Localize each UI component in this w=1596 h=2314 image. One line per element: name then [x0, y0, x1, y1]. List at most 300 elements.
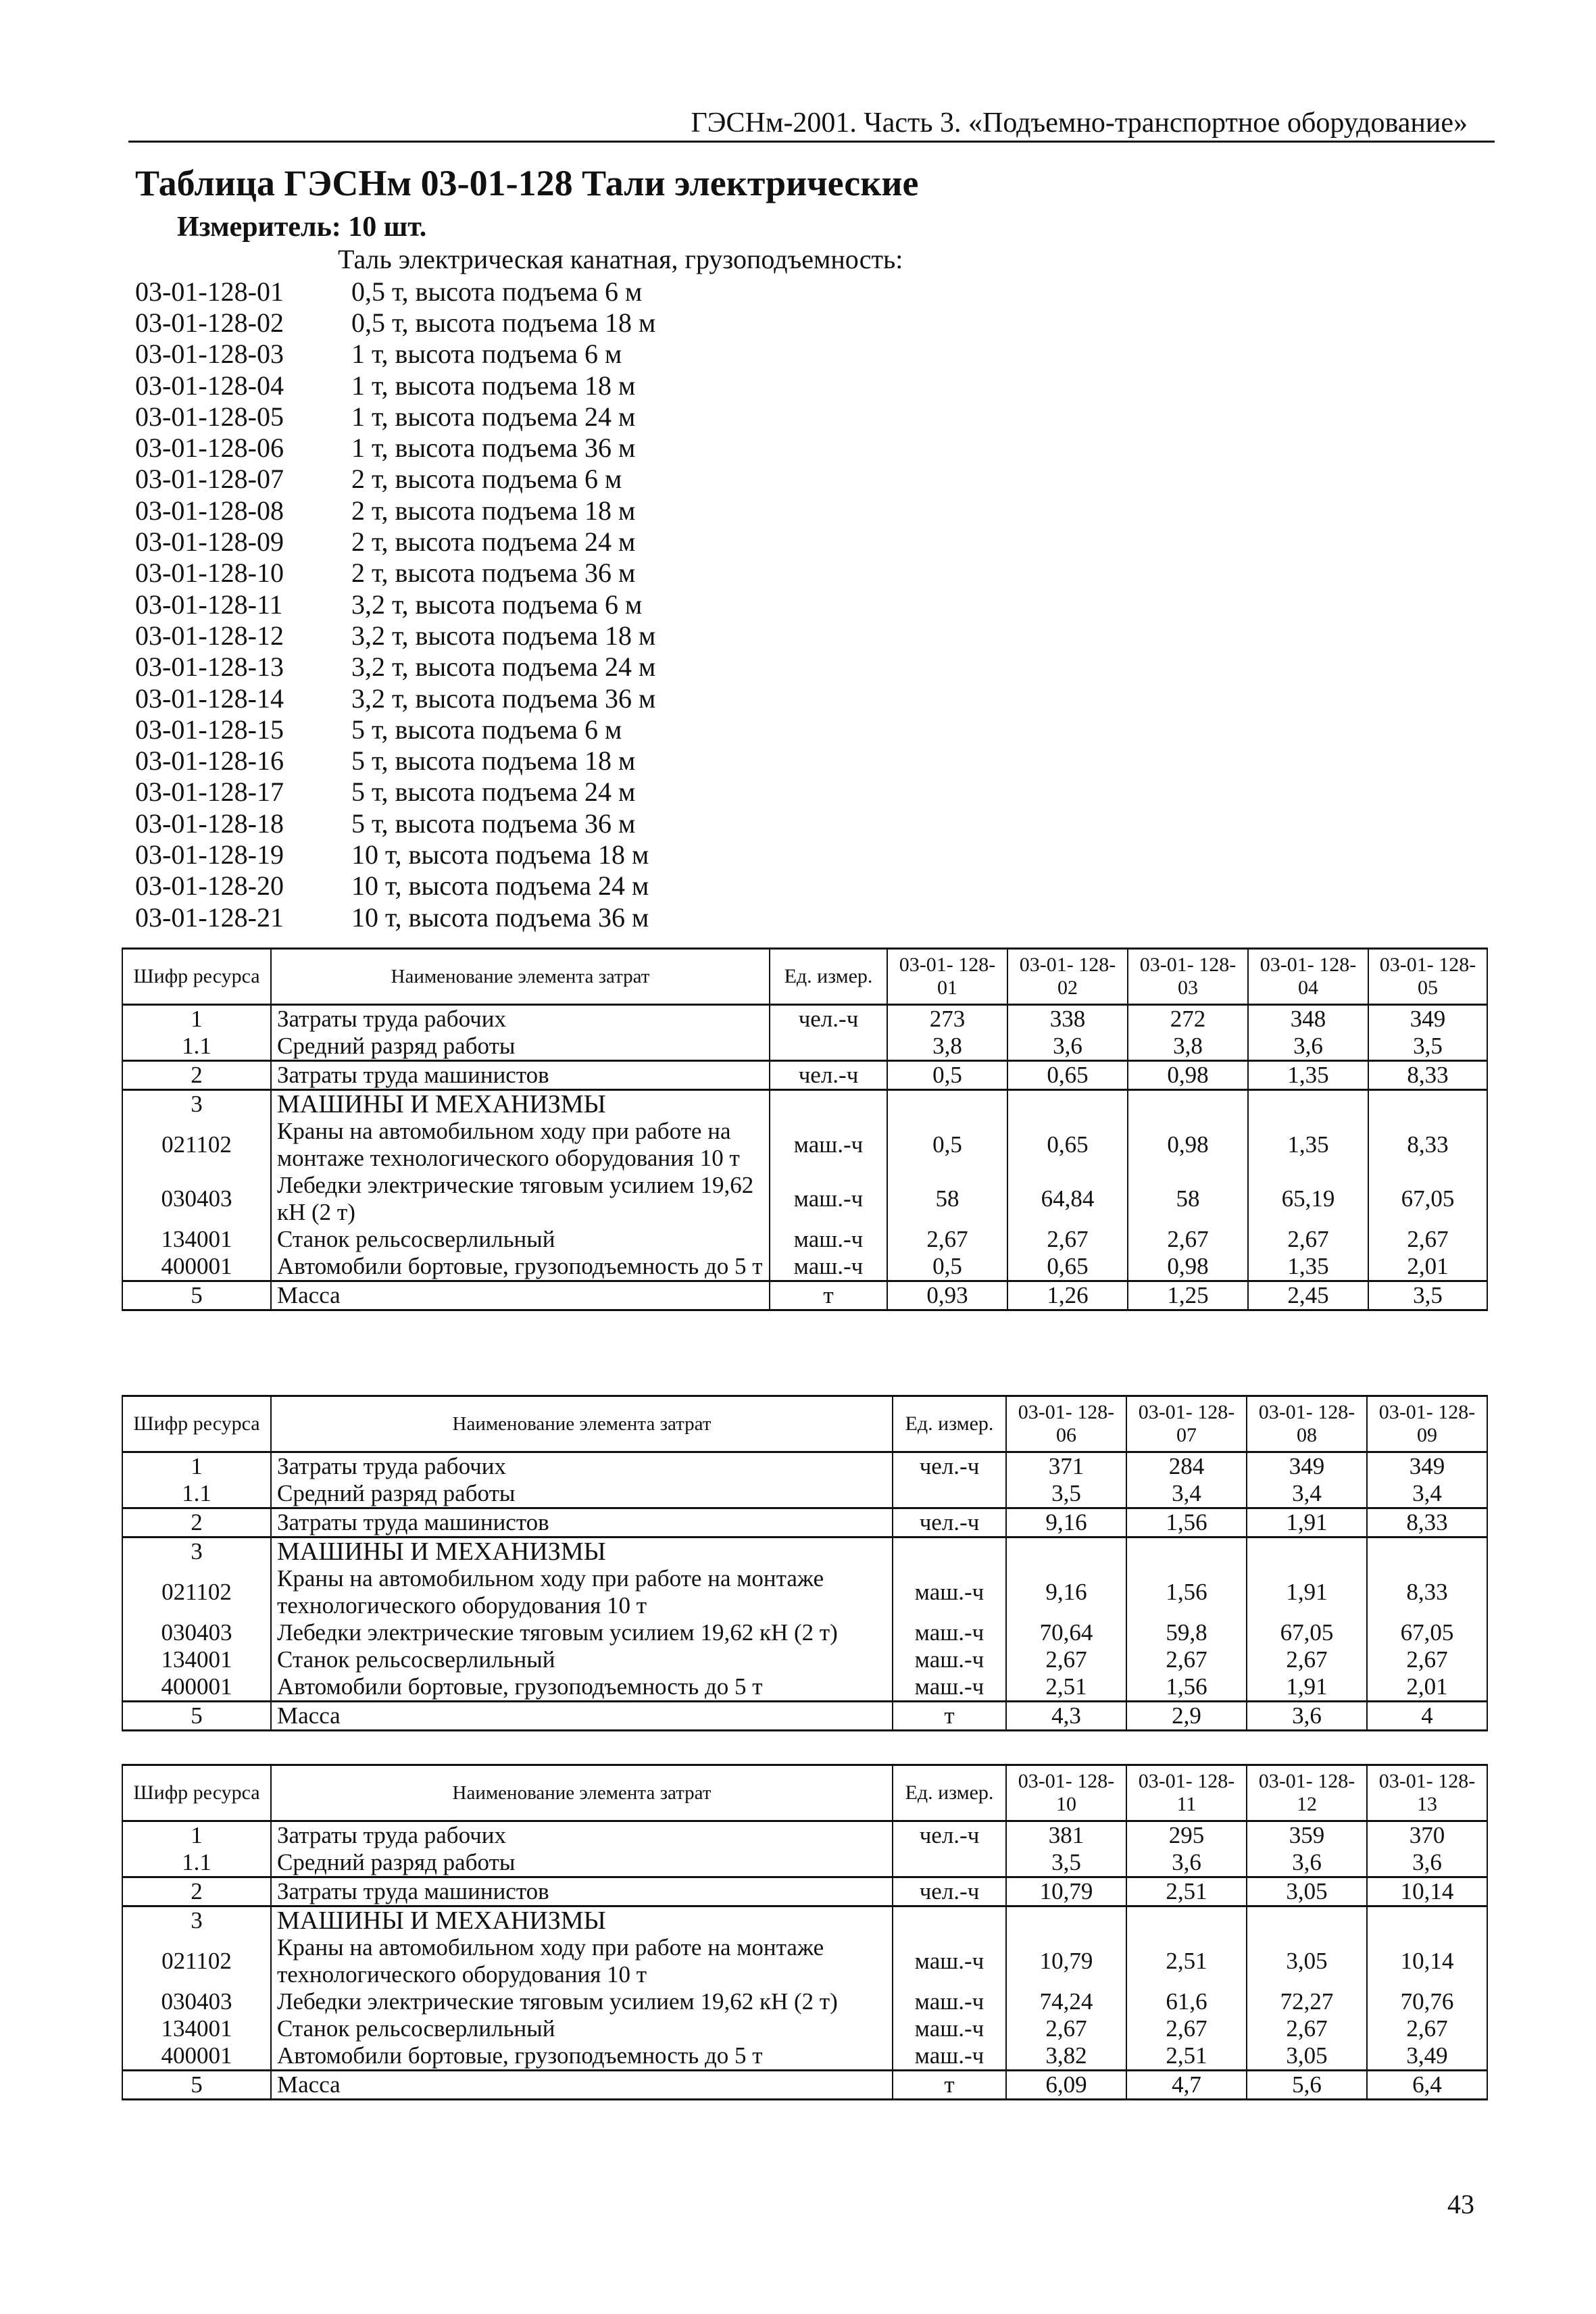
- table-row: [122, 1118, 1487, 1172]
- resource-value: 2,01: [1367, 1673, 1487, 1702]
- resource-value: 2,67: [1128, 1226, 1248, 1253]
- resource-code: 030403: [122, 1619, 271, 1646]
- item-code: 03-01-128-18: [135, 808, 284, 839]
- resource-value: 10,14: [1367, 1877, 1487, 1906]
- item-description: 2 т, высота подъема 6 м: [351, 464, 622, 495]
- list-item: [135, 651, 655, 683]
- resource-value: 58: [1128, 1172, 1248, 1226]
- list-item: [135, 839, 655, 870]
- resource-value: 3,4: [1126, 1480, 1247, 1508]
- resource-value: 2,67: [1007, 1226, 1128, 1253]
- item-description: 5 т, высота подъема 6 м: [351, 714, 622, 745]
- resource-value: 59,8: [1126, 1619, 1247, 1646]
- item-code: 03-01-128-05: [135, 401, 284, 432]
- items-intro: Таль электрическая канатная, грузоподъемность:: [338, 244, 903, 274]
- table-row: [122, 1005, 1487, 1033]
- resource-name: Краны на автомобильном ходу при работе на монтаже технологического оборудования 10 т: [271, 1565, 893, 1619]
- resource-unit: т: [893, 1702, 1006, 1731]
- resource-name: Затраты труда машинистов: [271, 1508, 893, 1537]
- resource-name: Средний разряд работы: [271, 1033, 770, 1061]
- resource-value: 349: [1247, 1452, 1367, 1481]
- table-row: [122, 1619, 1487, 1646]
- item-code: 03-01-128-16: [135, 745, 284, 777]
- resource-code: 3: [122, 1537, 271, 1566]
- resource-table-1: [122, 947, 1488, 1311]
- resource-name: Затраты труда машинистов: [271, 1877, 893, 1906]
- resource-code: 5: [122, 1702, 271, 1731]
- resource-unit: [893, 1537, 1006, 1566]
- resource-code: 1: [122, 1005, 271, 1033]
- header-rate-code: 03-01- 128-04: [1248, 949, 1368, 1005]
- resource-code: 1.1: [122, 1480, 271, 1508]
- table-row: [122, 1646, 1487, 1673]
- resource-unit: маш.-ч: [893, 1619, 1006, 1646]
- header-unit: Ед. измер.: [770, 949, 887, 1005]
- resource-name: Лебедки электрические тяговым усилием 19,62 кН (2 т): [271, 1172, 770, 1226]
- table-row: [122, 1033, 1487, 1061]
- table-row: [122, 1172, 1487, 1226]
- resource-value: 3,5: [1368, 1281, 1487, 1310]
- resource-unit: [893, 1480, 1006, 1508]
- resource-value: 8,33: [1367, 1508, 1487, 1537]
- item-code: 03-01-128-14: [135, 683, 284, 714]
- list-item: [135, 808, 655, 839]
- resource-value: 3,5: [1006, 1849, 1126, 1877]
- resource-code: 1.1: [122, 1849, 271, 1877]
- resource-value: 3,6: [1126, 1849, 1247, 1877]
- resource-code: 400001: [122, 1253, 271, 1281]
- resource-unit: чел.-ч: [893, 1877, 1006, 1906]
- resource-value: 10,79: [1006, 1877, 1126, 1906]
- resource-value: 0,93: [887, 1281, 1007, 1310]
- list-item: [135, 870, 655, 902]
- list-item: [135, 683, 655, 714]
- item-description: 1 т, высота подъема 36 м: [351, 433, 636, 464]
- resource-code: 5: [122, 1281, 271, 1310]
- resource-value: 2,67: [1248, 1226, 1368, 1253]
- resource-value: 2,67: [1247, 1646, 1367, 1673]
- resource-name: Затраты труда машинистов: [271, 1061, 770, 1090]
- resource-unit: чел.-ч: [893, 1821, 1006, 1850]
- resource-value: 3,05: [1247, 1934, 1367, 1988]
- header-rate-code: 03-01- 128-05: [1368, 949, 1487, 1005]
- resource-value: 370: [1367, 1821, 1487, 1850]
- resource-unit: т: [770, 1281, 887, 1310]
- item-code: 03-01-128-04: [135, 370, 284, 401]
- resource-table-3: [122, 1764, 1488, 2100]
- resource-value: 4,3: [1006, 1702, 1126, 1731]
- resource-unit: маш.-ч: [893, 1934, 1006, 1988]
- resource-value: 2,67: [1368, 1226, 1487, 1253]
- resource-name: Краны на автомобильном ходу при работе на монтаже технологического оборудования 10 т: [271, 1118, 770, 1172]
- header-name: Наименование элемента затрат: [271, 1396, 893, 1452]
- resource-value: 3,6: [1367, 1849, 1487, 1877]
- item-description: 1 т, высота подъема 24 м: [351, 401, 636, 432]
- list-item: [135, 589, 655, 620]
- item-code: 03-01-128-15: [135, 714, 284, 745]
- resource-code: 134001: [122, 1226, 271, 1253]
- resource-value: 3,49: [1367, 2042, 1487, 2071]
- running-header: ГЭСНм-2001. Часть 3. «Подъемно-транспортное оборудование»: [691, 107, 1468, 139]
- table-row: [122, 1226, 1487, 1253]
- table-row: [122, 1877, 1487, 1906]
- header-rate-code: 03-01- 128-01: [887, 949, 1007, 1005]
- resource-value: 2,51: [1126, 1934, 1247, 1988]
- resource-value: 2,67: [1006, 2015, 1126, 2042]
- header-rate-code: 03-01- 128-02: [1007, 949, 1128, 1005]
- resource-name: Масса: [271, 2071, 893, 2100]
- item-description: 2 т, высота подъема 24 м: [351, 526, 636, 558]
- resource-unit: [893, 1906, 1006, 1935]
- resource-value: 295: [1126, 1821, 1247, 1850]
- header-rate-code: 03-01- 128-09: [1367, 1396, 1487, 1452]
- item-code: 03-01-128-07: [135, 464, 284, 495]
- resource-value: 3,8: [1128, 1033, 1248, 1061]
- resource-value: 2,9: [1126, 1702, 1247, 1731]
- resource-value: 2,67: [1367, 2015, 1487, 2042]
- resource-name: Масса: [271, 1702, 893, 1731]
- item-code: 03-01-128-09: [135, 526, 284, 558]
- resource-code: 5: [122, 2071, 271, 2100]
- item-code: 03-01-128-11: [135, 589, 283, 620]
- table-header-row: [122, 1765, 1487, 1821]
- resource-unit: чел.-ч: [770, 1061, 887, 1090]
- table-header-row: [122, 1396, 1487, 1452]
- header-name: Наименование элемента затрат: [271, 1765, 893, 1821]
- item-code: 03-01-128-12: [135, 620, 284, 651]
- item-code: 03-01-128-02: [135, 307, 284, 338]
- header-unit: Ед. измер.: [893, 1396, 1006, 1452]
- resource-value: 371: [1006, 1452, 1126, 1481]
- resource-unit: маш.-ч: [893, 1565, 1006, 1619]
- table-row: [122, 1537, 1487, 1566]
- resource-unit: чел.-ч: [893, 1508, 1006, 1537]
- resource-name: Станок рельсосверлильный: [271, 2015, 893, 2042]
- resource-unit: [893, 1849, 1006, 1877]
- resource-value: 3,6: [1007, 1033, 1128, 1061]
- item-code: 03-01-128-17: [135, 777, 284, 808]
- table-row: [122, 1702, 1487, 1731]
- resource-value: [1247, 1906, 1367, 1935]
- resource-value: 4,7: [1126, 2071, 1247, 2100]
- item-description: 10 т, высота подъема 24 м: [351, 870, 649, 902]
- header-rate-code: 03-01- 128-03: [1128, 949, 1248, 1005]
- resource-value: 2,45: [1248, 1281, 1368, 1310]
- resource-code: 2: [122, 1508, 271, 1537]
- resource-code: 134001: [122, 1646, 271, 1673]
- resource-name: Средний разряд работы: [271, 1849, 893, 1877]
- item-code: 03-01-128-01: [135, 276, 284, 307]
- resource-name: Автомобили бортовые, грузоподъемность до 5 т: [271, 1673, 893, 1702]
- resource-value: 2,67: [887, 1226, 1007, 1253]
- resource-unit: маш.-ч: [770, 1226, 887, 1253]
- list-item: [135, 370, 655, 401]
- resource-unit: т: [893, 2071, 1006, 2100]
- item-code: 03-01-128-19: [135, 839, 284, 870]
- resource-value: 2,67: [1126, 1646, 1247, 1673]
- resource-value: 1,91: [1247, 1565, 1367, 1619]
- resource-value: 0,65: [1007, 1061, 1128, 1090]
- resource-code: 030403: [122, 1172, 271, 1226]
- table-row: [122, 1452, 1487, 1481]
- table-row: [122, 1906, 1487, 1935]
- header-rate-code: 03-01- 128-13: [1367, 1765, 1487, 1821]
- resource-value: 1,25: [1128, 1281, 1248, 1310]
- resource-value: [1367, 1906, 1487, 1935]
- header-name: Наименование элемента затрат: [271, 949, 770, 1005]
- resource-value: [1006, 1537, 1126, 1566]
- resource-value: 3,6: [1247, 1849, 1367, 1877]
- resource-value: 3,6: [1248, 1033, 1368, 1061]
- item-description: 3,2 т, высота подъема 6 м: [351, 589, 643, 620]
- resource-value: 1,91: [1247, 1508, 1367, 1537]
- resource-value: 0,98: [1128, 1118, 1248, 1172]
- resource-value: 2,51: [1006, 1673, 1126, 1702]
- resource-value: 0,98: [1128, 1253, 1248, 1281]
- resource-value: 2,67: [1247, 2015, 1367, 2042]
- resource-value: 3,5: [1368, 1033, 1487, 1061]
- table-row: [122, 1673, 1487, 1702]
- resource-value: 381: [1006, 1821, 1126, 1850]
- resource-value: 0,5: [887, 1253, 1007, 1281]
- resource-unit: маш.-ч: [893, 1673, 1006, 1702]
- table-row: [122, 1988, 1487, 2015]
- resource-value: [1247, 1537, 1367, 1566]
- resource-name: Затраты труда рабочих: [271, 1005, 770, 1033]
- resource-name: Затраты труда рабочих: [271, 1452, 893, 1481]
- resource-unit: маш.-ч: [770, 1172, 887, 1226]
- resource-name: Краны на автомобильном ходу при работе на монтаже технологического оборудования 10 т: [271, 1934, 893, 1988]
- item-description: 10 т, высота подъема 18 м: [351, 839, 649, 870]
- resource-value: 2,67: [1006, 1646, 1126, 1673]
- list-item: [135, 745, 655, 776]
- header-rate-code: 03-01- 128-06: [1006, 1396, 1126, 1452]
- header-code: Шифр ресурса: [122, 1396, 271, 1452]
- resource-name: Лебедки электрические тяговым усилием 19,62 кН (2 т): [271, 1619, 893, 1646]
- resource-value: 9,16: [1006, 1565, 1126, 1619]
- item-description: 0,5 т, высота подъема 18 м: [351, 307, 656, 338]
- resource-code: 1: [122, 1821, 271, 1850]
- resource-name: Масса: [271, 1281, 770, 1310]
- resource-value: 4: [1367, 1702, 1487, 1731]
- resource-value: 3,05: [1247, 1877, 1367, 1906]
- resource-value: 1,91: [1247, 1673, 1367, 1702]
- header-code: Шифр ресурса: [122, 949, 271, 1005]
- resource-value: 3,8: [887, 1033, 1007, 1061]
- resource-code: 2: [122, 1877, 271, 1906]
- item-description: 2 т, высота подъема 18 м: [351, 495, 636, 526]
- resource-name: Средний разряд работы: [271, 1480, 893, 1508]
- header-code: Шифр ресурса: [122, 1765, 271, 1821]
- resource-code: 400001: [122, 1673, 271, 1702]
- table-row: [122, 2042, 1487, 2071]
- resource-value: [1007, 1090, 1128, 1118]
- resource-code: 1.1: [122, 1033, 271, 1061]
- resource-code: 021102: [122, 1934, 271, 1988]
- item-list: [135, 276, 655, 933]
- item-description: 3,2 т, высота подъема 18 м: [351, 620, 656, 651]
- resource-value: 0,65: [1007, 1118, 1128, 1172]
- resource-table-2: [122, 1395, 1488, 1731]
- table-row: [122, 1253, 1487, 1281]
- table-title: Таблица ГЭСНм 03-01-128 Тали электрические: [135, 163, 919, 203]
- list-item: [135, 558, 655, 589]
- resource-value: 61,6: [1126, 1988, 1247, 2015]
- resource-unit: маш.-ч: [893, 1988, 1006, 2015]
- resource-value: 70,64: [1006, 1619, 1126, 1646]
- table-row: [122, 1508, 1487, 1537]
- resource-value: 74,24: [1006, 1988, 1126, 2015]
- resource-value: 1,56: [1126, 1673, 1247, 1702]
- table-row: [122, 2071, 1487, 2100]
- resource-value: 8,33: [1368, 1118, 1487, 1172]
- resource-code: 3: [122, 1090, 271, 1118]
- item-code: 03-01-128-21: [135, 902, 284, 933]
- resource-value: 2,01: [1368, 1253, 1487, 1281]
- resource-value: [1248, 1090, 1368, 1118]
- item-code: 03-01-128-13: [135, 651, 284, 683]
- resource-name: Станок рельсосверлильный: [271, 1646, 893, 1673]
- item-description: 5 т, высота подъема 36 м: [351, 808, 636, 839]
- resource-value: 0,65: [1007, 1253, 1128, 1281]
- resource-unit: [770, 1033, 887, 1061]
- resource-value: 65,19: [1248, 1172, 1368, 1226]
- resource-value: 348: [1248, 1005, 1368, 1033]
- resource-name: Станок рельсосверлильный: [271, 1226, 770, 1253]
- resource-value: 284: [1126, 1452, 1247, 1481]
- table-header-row: [122, 949, 1487, 1005]
- resource-value: 0,98: [1128, 1061, 1248, 1090]
- resource-value: 3,5: [1006, 1480, 1126, 1508]
- item-description: 5 т, высота подъема 18 м: [351, 745, 636, 777]
- resource-value: 67,05: [1367, 1619, 1487, 1646]
- resource-value: [1006, 1906, 1126, 1935]
- resource-value: 67,05: [1368, 1172, 1487, 1226]
- item-description: 3,2 т, высота подъема 24 м: [351, 651, 656, 683]
- resource-code: 021102: [122, 1565, 271, 1619]
- item-description: 2 т, высота подъема 36 м: [351, 558, 636, 589]
- table-row: [122, 1821, 1487, 1850]
- resource-value: 3,82: [1006, 2042, 1126, 2071]
- resource-value: 1,35: [1248, 1061, 1368, 1090]
- resource-value: 2,67: [1367, 1646, 1487, 1673]
- resource-code: 3: [122, 1906, 271, 1935]
- resource-value: [1126, 1537, 1247, 1566]
- table-row: [122, 1934, 1487, 1988]
- resource-value: 272: [1128, 1005, 1248, 1033]
- resource-code: 1: [122, 1452, 271, 1481]
- resource-value: 338: [1007, 1005, 1128, 1033]
- resource-value: 2,51: [1126, 2042, 1247, 2071]
- resource-value: 6,09: [1006, 2071, 1126, 2100]
- resource-value: 8,33: [1367, 1565, 1487, 1619]
- resource-value: 9,16: [1006, 1508, 1126, 1537]
- table-row: [122, 1480, 1487, 1508]
- resource-value: 10,14: [1367, 1934, 1487, 1988]
- table-row: [122, 1849, 1487, 1877]
- resource-value: 1,26: [1007, 1281, 1128, 1310]
- resource-value: [1126, 1906, 1247, 1935]
- resource-value: 64,84: [1007, 1172, 1128, 1226]
- item-description: 5 т, высота подъема 24 м: [351, 777, 636, 808]
- resource-name: Автомобили бортовые, грузоподъемность до 5 т: [271, 1253, 770, 1281]
- item-code: 03-01-128-03: [135, 339, 284, 370]
- list-item: [135, 714, 655, 745]
- resource-unit: чел.-ч: [893, 1452, 1006, 1481]
- resource-value: 5,6: [1247, 2071, 1367, 2100]
- list-item: [135, 401, 655, 432]
- resource-value: 349: [1367, 1452, 1487, 1481]
- list-item: [135, 432, 655, 463]
- resource-name: Затраты труда рабочих: [271, 1821, 893, 1850]
- resource-value: 67,05: [1247, 1619, 1367, 1646]
- resource-value: 2,51: [1126, 1877, 1247, 1906]
- header-rate-code: 03-01- 128-11: [1126, 1765, 1247, 1821]
- list-item: [135, 307, 655, 338]
- resource-value: 349: [1368, 1005, 1487, 1033]
- resource-value: 8,33: [1368, 1061, 1487, 1090]
- resource-name: МАШИНЫ И МЕХАНИЗМЫ: [271, 1537, 893, 1566]
- resource-value: 10,79: [1006, 1934, 1126, 1988]
- resource-value: 2,67: [1126, 2015, 1247, 2042]
- resource-value: 1,35: [1248, 1118, 1368, 1172]
- item-description: 0,5 т, высота подъема 6 м: [351, 276, 643, 307]
- table-row: [122, 1565, 1487, 1619]
- resource-value: 3,4: [1247, 1480, 1367, 1508]
- resource-value: 70,76: [1367, 1988, 1487, 2015]
- header-rate-code: 03-01- 128-12: [1247, 1765, 1367, 1821]
- item-description: 1 т, высота подъема 6 м: [351, 339, 622, 370]
- resource-unit: маш.-ч: [893, 1646, 1006, 1673]
- table-row: [122, 1061, 1487, 1090]
- resource-value: 1,56: [1126, 1565, 1247, 1619]
- resource-value: 359: [1247, 1821, 1367, 1850]
- list-item: [135, 777, 655, 808]
- header-rate-code: 03-01- 128-07: [1126, 1396, 1247, 1452]
- list-item: [135, 495, 655, 526]
- resource-value: [1128, 1090, 1248, 1118]
- table-row: [122, 2015, 1487, 2042]
- resource-unit: маш.-ч: [770, 1118, 887, 1172]
- list-item: [135, 339, 655, 370]
- list-item: [135, 464, 655, 495]
- item-description: 3,2 т, высота подъема 36 м: [351, 683, 656, 714]
- resource-value: 0,5: [887, 1118, 1007, 1172]
- resource-code: 400001: [122, 2042, 271, 2071]
- resource-code: 030403: [122, 1988, 271, 2015]
- resource-value: 58: [887, 1172, 1007, 1226]
- resource-unit: маш.-ч: [893, 2042, 1006, 2071]
- list-item: [135, 620, 655, 651]
- resource-name: МАШИНЫ И МЕХАНИЗМЫ: [271, 1090, 770, 1118]
- list-item: [135, 276, 655, 307]
- header-rule: [128, 141, 1495, 143]
- page-number: 43: [1447, 2189, 1474, 2219]
- item-description: 1 т, высота подъема 18 м: [351, 370, 636, 401]
- resource-code: 134001: [122, 2015, 271, 2042]
- resource-unit: маш.-ч: [770, 1253, 887, 1281]
- resource-name: МАШИНЫ И МЕХАНИЗМЫ: [271, 1906, 893, 1935]
- item-code: 03-01-128-10: [135, 558, 284, 589]
- header-rate-code: 03-01- 128-10: [1006, 1765, 1126, 1821]
- resource-value: 0,5: [887, 1061, 1007, 1090]
- resource-value: 273: [887, 1005, 1007, 1033]
- table-row: [122, 1090, 1487, 1118]
- resource-value: 3,6: [1247, 1702, 1367, 1731]
- resource-name: Автомобили бортовые, грузоподъемность до 5 т: [271, 2042, 893, 2071]
- resource-value: 3,4: [1367, 1480, 1487, 1508]
- resource-value: 3,05: [1247, 2042, 1367, 2071]
